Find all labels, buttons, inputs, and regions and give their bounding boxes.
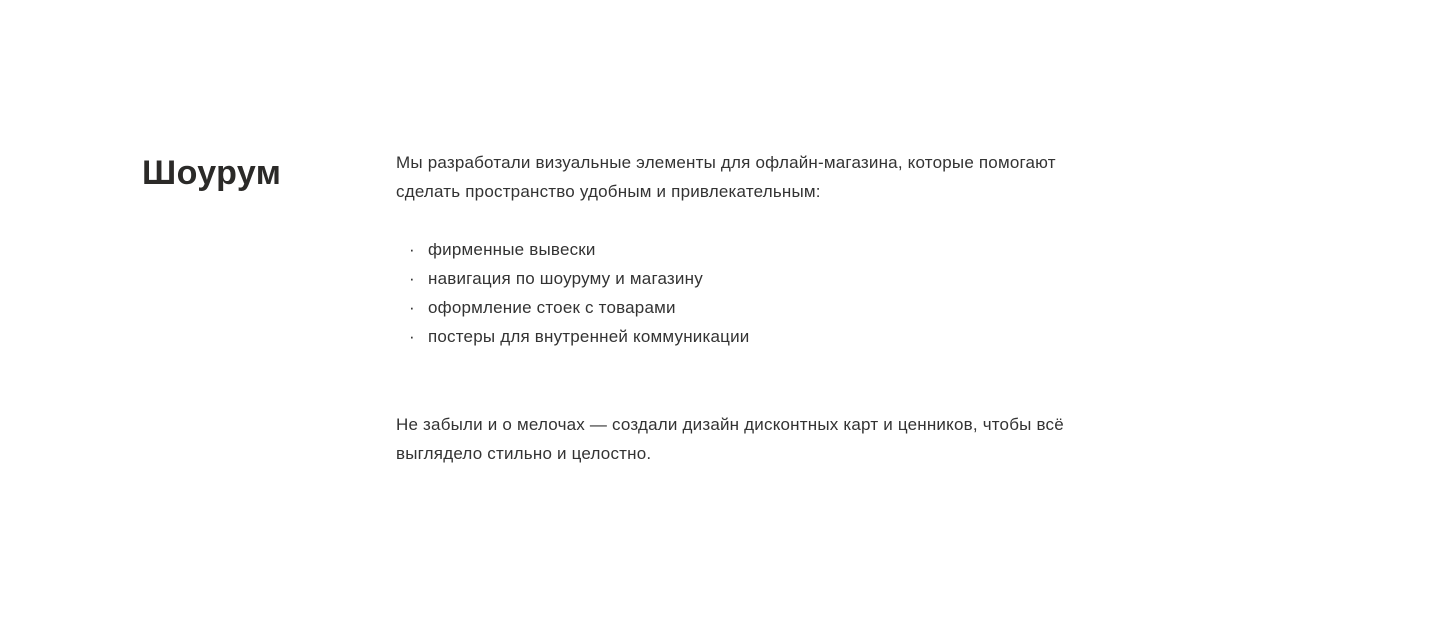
title-column	[0, 148, 396, 193]
paragraph-line: Не забыли и о мелочах — создали дизайн дисконтных карт и ценников, чтобы всё	[396, 415, 1064, 434]
text-column	[396, 148, 1064, 468]
list-item-text: оформление стоек с товарами	[428, 298, 676, 317]
page-title: Шоурум	[142, 154, 282, 192]
list-item-text: навигация по шоуруму и магазину	[428, 269, 703, 288]
bullet-icon: ·	[409, 269, 415, 288]
list-item	[396, 322, 1064, 351]
paragraph-line: выглядело стильно и целостно.	[396, 444, 652, 463]
intro-paragraph	[396, 148, 1064, 206]
bullet-icon: ·	[409, 327, 415, 346]
list-item-text: фирменные вывески	[428, 240, 596, 259]
paragraph-line: Мы разработали визуальные элементы для офлайн-магазина, которые помогают	[396, 153, 1056, 172]
features-list	[396, 235, 1064, 351]
list-item	[396, 293, 1064, 322]
bullet-icon: ·	[409, 240, 415, 259]
paragraph-line: сделать пространство удобным и привлекательным:	[396, 182, 821, 201]
list-item	[396, 264, 1064, 293]
list-item-text: постеры для внутренней коммуникации	[428, 327, 750, 346]
list-item	[396, 235, 1064, 264]
outro-paragraph	[396, 410, 1064, 468]
bullet-icon: ·	[409, 298, 415, 317]
